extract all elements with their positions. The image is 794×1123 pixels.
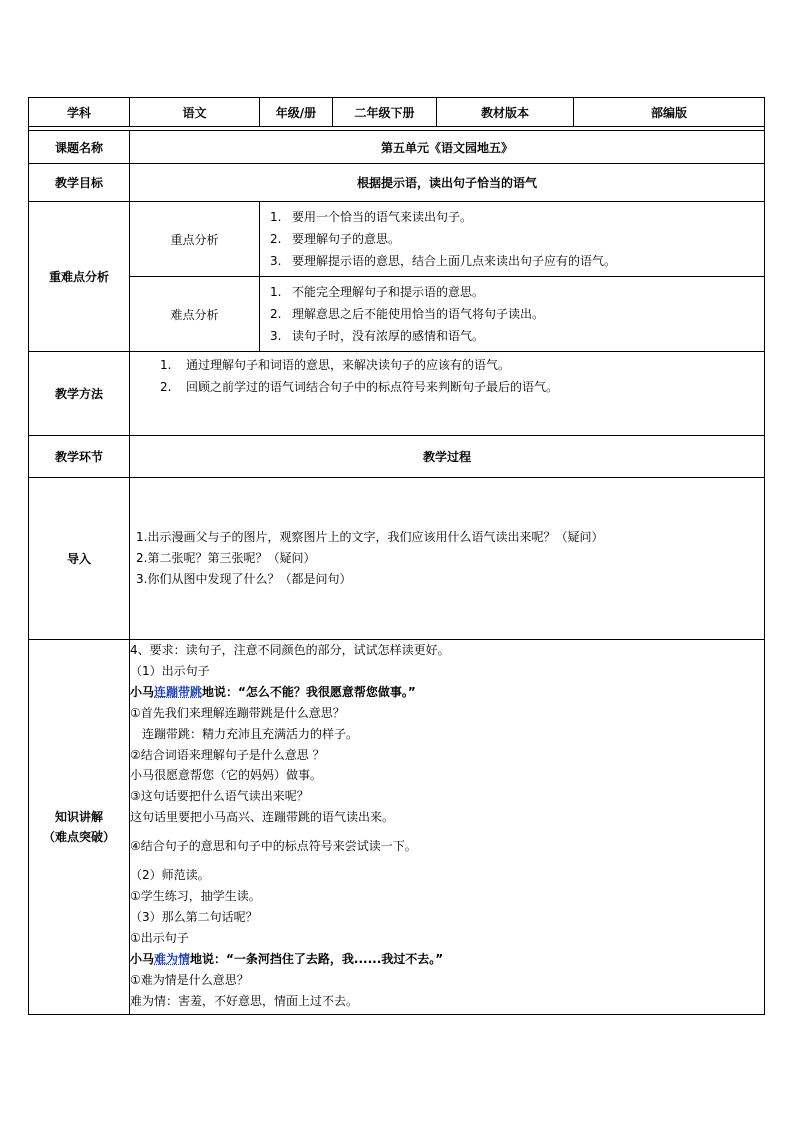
highlighted-word: 连蹦带跳 bbox=[154, 684, 203, 699]
list-item: 2. 回顾之前学过的语气词结合句子中的标点符号来判断句子最后的语气。 bbox=[160, 380, 559, 394]
knowledge-line: ④结合句子的意思和句子中的标点符号来尝试读一下。 bbox=[130, 839, 417, 854]
edition-label: 教材版本 bbox=[437, 98, 574, 127]
intro-content bbox=[130, 478, 765, 640]
knowledge-content bbox=[130, 640, 765, 1015]
difficult-analysis-label: 难点分析 bbox=[130, 277, 260, 352]
knowledge-line: ①学生练习，抽学生读。 bbox=[130, 888, 261, 903]
goal-label: 教学目标 bbox=[29, 164, 130, 202]
knowledge-line: 连蹦带跳：精力充沛且充满活力的样子。 bbox=[142, 726, 359, 741]
key-analysis-row bbox=[29, 202, 765, 277]
difficult-analysis-row bbox=[29, 277, 765, 352]
key-analysis-label: 重点分析 bbox=[130, 202, 260, 277]
lesson-plan-table bbox=[28, 97, 765, 1015]
lesson-name-row bbox=[29, 131, 765, 164]
list-item: 2. 要理解句子的意思。 bbox=[270, 232, 401, 246]
knowledge-line: 4、要求：读句子，注意不同颜色的部分，试试怎样读更好。 bbox=[130, 643, 450, 657]
difficult-analysis-content bbox=[260, 277, 765, 352]
knowledge-line: 小马很愿意帮您（它的妈妈）做事。 bbox=[130, 768, 323, 783]
method-content bbox=[130, 352, 765, 436]
highlighted-word: 难为情 bbox=[154, 951, 191, 966]
list-item: 1. 不能完全理解句子和提示语的意思。 bbox=[270, 285, 485, 299]
header-row bbox=[29, 98, 765, 127]
lesson-name-value: 第五单元《语文园地五》 bbox=[130, 131, 765, 164]
list-item: 2. 理解意思之后不能使用恰当的语气将句子读出。 bbox=[270, 307, 545, 321]
list-item: 3. 要理解提示语的意思，结合上面几点来读出句子应有的语气。 bbox=[270, 254, 617, 268]
analysis-label: 重难点分析 bbox=[29, 202, 130, 352]
list-item: 1. 要用一个恰当的语气来读出句子。 bbox=[270, 210, 473, 224]
edition-value: 部编版 bbox=[574, 98, 765, 127]
knowledge-label: 知识讲解 （难点突破） bbox=[29, 640, 130, 1015]
key-analysis-content bbox=[260, 202, 765, 277]
knowledge-line: ②结合词语来理解句子是什么意思 ？ bbox=[130, 747, 325, 762]
grade-label: 年级/册 bbox=[260, 98, 333, 127]
process-header-row bbox=[29, 436, 765, 478]
list-item: 1. 通过理解句子和词语的意思，来解决读句子的应该有的语气。 bbox=[160, 358, 511, 372]
intro-line: 2.第二张呢？第三张呢？（疑问） bbox=[136, 551, 316, 565]
intro-row bbox=[29, 478, 765, 640]
knowledge-line: 难为情：害羞，不好意思，情面上过不去。 bbox=[130, 993, 359, 1008]
knowledge-line: （2）师范读。 bbox=[130, 868, 210, 883]
knowledge-row bbox=[29, 640, 765, 1015]
knowledge-line: ③这句话要把什么语气读出来呢？ bbox=[130, 789, 309, 804]
knowledge-line: ①首先我们来理解连蹦带跳是什么意思？ bbox=[130, 705, 345, 720]
knowledge-line: ①出示句子 bbox=[130, 930, 189, 945]
knowledge-line: 这句话里要把小马高兴、连蹦带跳的语气读出来。 bbox=[130, 810, 395, 825]
intro-line: 1.出示漫画父与子的图片，观察图片上的文字，我们应该用什么语气读出来呢？（疑问） bbox=[136, 530, 604, 544]
goal-row bbox=[29, 164, 765, 202]
knowledge-line: （3）那么第二句话呢？ bbox=[130, 909, 258, 924]
knowledge-line: （1）出示句子 bbox=[130, 663, 210, 678]
grade-value: 二年级下册 bbox=[333, 98, 437, 127]
knowledge-line: ①难为情是什么意思？ bbox=[130, 972, 249, 987]
method-row bbox=[29, 352, 765, 436]
process-header-left: 教学环节 bbox=[29, 436, 130, 478]
knowledge-quote: 小马难为情地说：“一条河挡住了去路，我......我过不去。” bbox=[130, 951, 444, 966]
knowledge-quote: 小马连蹦带跳地说：“怎么不能？我很愿意帮您做事。” bbox=[130, 684, 416, 699]
goal-value: 根据提示语，读出句子恰当的语气 bbox=[130, 164, 765, 202]
intro-line: 3.你们从图中发现了什么？（都是问句） bbox=[136, 572, 352, 586]
subject-value: 语文 bbox=[130, 98, 260, 127]
intro-label: 导入 bbox=[29, 478, 130, 640]
list-item: 3. 读句子时，没有浓厚的感情和语气。 bbox=[270, 329, 485, 343]
lesson-name-label: 课题名称 bbox=[29, 131, 130, 164]
method-label: 教学方法 bbox=[29, 352, 130, 436]
process-header-right: 教学过程 bbox=[130, 436, 765, 478]
subject-label: 学科 bbox=[29, 98, 130, 127]
